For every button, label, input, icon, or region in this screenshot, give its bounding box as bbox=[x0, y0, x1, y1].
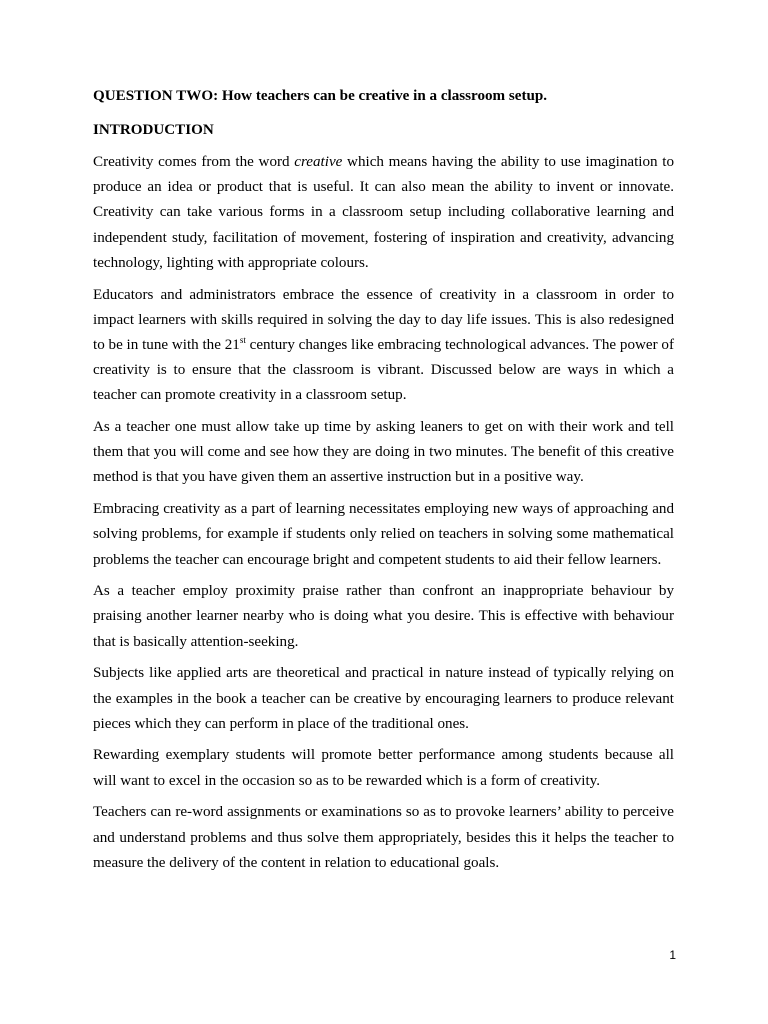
paragraph-reword-assignments: Teachers can re-word assignments or examinations so as to provoke learners’ ability to perceive and understand problems and thus solve them appropriately, besides this it helps the teacher to measure the delivery of the content in relation to educational goals. bbox=[93, 804, 674, 871]
paragraph-embracing-creativity: Embracing creativity as a part of learning necessitates employing new ways of approaching and solving problems, for example if students only relied on teachers in solving some mathematical problems the teacher can encourage bright and competent students to aid their fellow learners. bbox=[93, 501, 674, 568]
page-number: 1 bbox=[669, 948, 676, 962]
document-body bbox=[93, 86, 674, 882]
italic-term: creative bbox=[294, 154, 343, 170]
question-title: QUESTION TWO: How teachers can be creative in a classroom setup. bbox=[93, 88, 548, 104]
paragraph-creativity-definition bbox=[93, 150, 674, 276]
superscript-ordinal: st bbox=[239, 334, 246, 345]
paragraph-educators bbox=[93, 283, 674, 409]
paragraph-text: century changes like embracing technological advances. The power of creativity is to ensure that the classroom is vibrant. Discussed below are ways in which a teacher can promote creativity in a classroom setup. bbox=[93, 336, 674, 404]
paragraph-applied-arts: Subjects like applied arts are theoretical and practical in nature instead of typically relying on the examples in the book a teacher can be creative by encouraging learners to produce relevant pieces which they can perform in place of the traditional ones. bbox=[93, 665, 674, 732]
introduction-heading: INTRODUCTION bbox=[93, 122, 214, 138]
paragraph-proximity-praise: As a teacher employ proximity praise rather than confront an inappropriate behaviour by praising another learner nearby who is doing what you desire. This is effective with behaviour that is basically attention-seeking. bbox=[93, 583, 674, 650]
paragraph-take-up-time: As a teacher one must allow take up time by asking leaners to get on with their work and tell them that you will come and see how they are doing in two minutes. The benefit of this creative method is that you have given them an assertive instruction but in a positive way. bbox=[93, 419, 674, 486]
paragraph-text: which means having the ability to use imagination to produce an idea or product that is useful. It can also mean the ability to invent or innovate. Creativity can take various forms in a classroom setup including collaborative learning and independent study, facilitation of movement, fostering of inspiration and creativity, advancing technology, lighting with appropriate colours. bbox=[93, 154, 674, 271]
paragraph-text: Creativity comes from the word bbox=[93, 154, 295, 170]
paragraph-rewarding-students: Rewarding exemplary students will promote better performance among students because all will want to excel in the occasion so as to be rewarded which is a form of creativity. bbox=[93, 747, 674, 789]
paragraph-text: Educators and administrators embrace the essence of creativity in a classroom in order to impact learners with skills required in solving the day to day life issues. This is also redesigned to be in tune with the 21 bbox=[93, 286, 674, 353]
